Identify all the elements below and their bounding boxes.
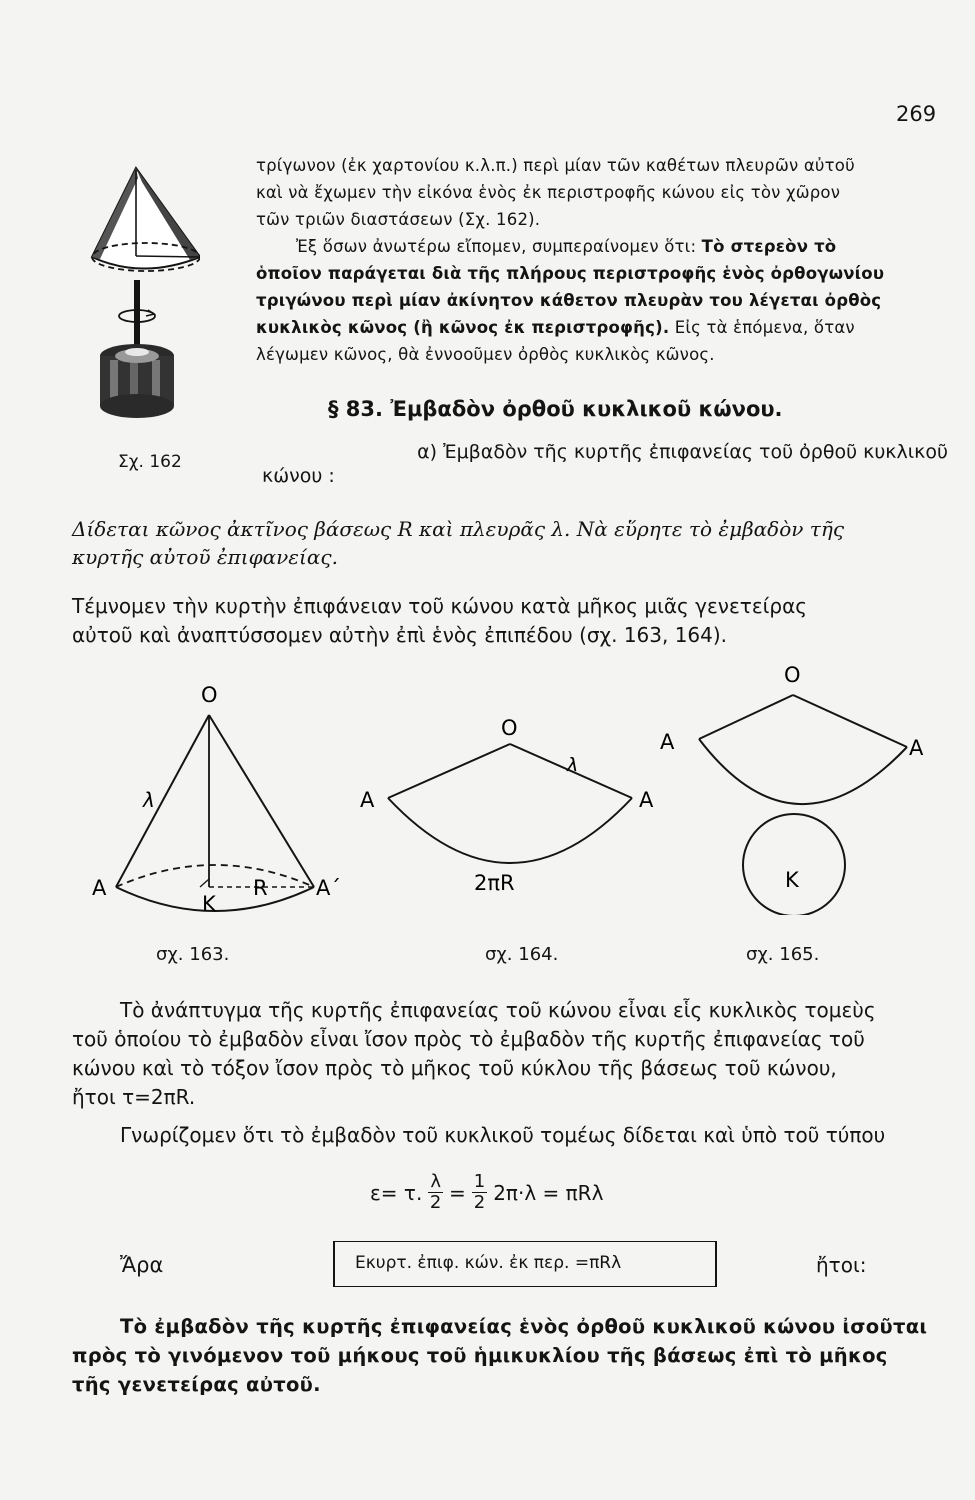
formula-lhs: ε= τ. (370, 1180, 423, 1205)
fraction-numerator: λ (430, 1171, 441, 1192)
subsection-heading-cont: κώνου : (262, 465, 335, 487)
figure-164-sector (352, 700, 672, 900)
top-line-normal: Εἰς τὰ ἑπόμενα, ὅταν (669, 318, 855, 337)
fig164-radius-label: λ (567, 754, 579, 776)
fig163-radius-label: R (253, 876, 268, 900)
paragraph-known: Γνωρίζομεν ὅτι τὸ ἐμβαδὸν τοῦ κυκλικοῦ τομέως δίδεται καὶ ὑπὸ τοῦ τύπου (120, 1123, 886, 1147)
fig164-arc-label: 2πR (474, 871, 515, 895)
fraction-denominator: 2 (473, 1192, 486, 1213)
figure-163-caption: σχ. 163. (156, 944, 230, 965)
formula-rhs: 2π·λ = πRλ (493, 1180, 604, 1205)
fig165-apex-label: O (784, 663, 801, 687)
paragraph-line: αὐτοῦ καὶ ἀναπτύσσομεν αὐτὴν ἐπὶ ἑνὸς ἐπιπέδου (σχ. 163, 164). (72, 623, 728, 647)
paragraph-cut (72, 592, 948, 650)
conclusion-line: τῆς γενετείρας αὐτοῦ. (72, 1373, 321, 1396)
formula-fraction (428, 1172, 443, 1213)
section-title: § 83. Ἐμβαδὸν ὀρθοῦ κυκλικοῦ κώνου. (328, 397, 783, 421)
fig164-left-label: A (360, 788, 375, 812)
figure-162-cone-stand (90, 160, 200, 430)
fig164-right-label: A (639, 788, 654, 812)
given-statement (72, 515, 948, 571)
paragraph-line: τοῦ ὁποίου τὸ ἐμβαδὸν εἶναι ἴσον πρὸς τὸ ἐμβαδὸν τῆς κυρτῆς ἐπιφανείας τοῦ (72, 1027, 865, 1051)
area-formula (370, 1172, 603, 1213)
top-line: λέγωμεν κῶνος, θὰ ἐννοοῦμεν ὀρθὸς κυκλικὸς κῶνος. (256, 345, 715, 364)
fig164-apex-label: O (501, 716, 518, 740)
top-line (256, 233, 946, 260)
fig165-left-label: A (660, 730, 675, 754)
paragraph-line: κώνου καὶ τὸ τόξον ἴσον πρὸς τὸ μῆκος τοῦ κύκλου τῆς βάσεως τοῦ κώνου, (72, 1056, 837, 1080)
top-line: τρίγωνον (ἐκ χαρτονίου κ.λ.π.) περὶ μίαν τῶν καθέτων πλευρῶν αὐτοῦ (256, 156, 855, 175)
top-line (256, 314, 946, 341)
top-line: καὶ νὰ ἔχωμεν τὴν εἰκόνα ἑνὸς ἐκ περιστροφῆς κώνου εἰς τὸν χῶρον (256, 183, 841, 202)
subsection-heading: α) Ἐμβαδὸν τῆς κυρτῆς ἐπιφανείας τοῦ ὀρθοῦ κυκλικοῦ (417, 441, 948, 463)
therefore-label: Ἄρα (120, 1253, 164, 1277)
conclusion-line: πρὸς τὸ γινόμενον τοῦ μήκους τοῦ ἡμικυκλίου τῆς βάσεως ἐπὶ τὸ μῆκος (72, 1344, 888, 1367)
boxed-formula: Εκυρτ. ἐπιφ. κών. ἐκ περ. =πRλ (355, 1253, 622, 1273)
page-number: 269 (896, 102, 937, 126)
figure-162-caption: Σχ. 162 (118, 452, 182, 472)
top-paragraph (256, 152, 946, 368)
fig165-center-label: K (785, 868, 799, 892)
top-line: ὁποῖον παράγεται διὰ τῆς πλήρους περιστροφῆς ἑνὸς ὀρθογωνίου (256, 264, 885, 283)
formula-equals: = (448, 1180, 466, 1205)
fraction-numerator: 1 (473, 1171, 486, 1192)
formula-fraction (472, 1172, 487, 1213)
top-line-normal: Ἐξ ὅσων ἀνωτέρω εἴπομεν, συμπεραίνομεν ὅτι: (296, 237, 702, 256)
fig163-right-label: A΄ (316, 876, 341, 900)
conclusion (72, 1312, 948, 1399)
paragraph-line: ἤτοι τ=2πR. (72, 1085, 196, 1109)
fig163-center-label: K (202, 892, 216, 916)
paragraph-line: Τὸ ἀνάπτυγμα τῆς κυρτῆς ἐπιφανείας τοῦ κώνου εἶναι εἷς κυκλικὸς τομεὺς (120, 998, 876, 1022)
top-line-bold: Τὸ στερεὸν τὸ (701, 237, 837, 256)
fig163-slant-label: λ (143, 788, 155, 812)
paragraph-development (72, 996, 948, 1112)
figure-164-caption: σχ. 164. (485, 944, 559, 965)
figure-165-development (655, 655, 945, 915)
fig163-apex-label: O (201, 683, 218, 707)
conclusion-line: Τὸ ἐμβαδὸν τῆς κυρτῆς ἐπιφανείας ἑνὸς ὀρθοῦ κυκλικοῦ κώνου ἰσοῦται (120, 1315, 928, 1338)
top-line: τριγώνου περὶ μίαν ἀκίνητον κάθετον πλευρὰν του λέγεται ὀρθὸς (256, 291, 882, 310)
paragraph-line: Τέμνομεν τὴν κυρτὴν ἐπιφάνειαν τοῦ κώνου κατὰ μῆκος μιᾶς γενετείρας (72, 594, 808, 618)
fig165-right-label: A (909, 736, 924, 760)
fraction-denominator: 2 (429, 1192, 442, 1213)
fig163-left-label: A (92, 876, 107, 900)
top-line: τῶν τριῶν διαστάσεων (Σχ. 162). (256, 210, 541, 229)
top-line-bold: κυκλικὸς κῶνος (ἢ κῶνος ἐκ περιστροφῆς). (256, 318, 670, 337)
that-is-label: ἤτοι: (816, 1253, 867, 1277)
figure-165-caption: σχ. 165. (746, 944, 820, 965)
figure-163-cone (80, 675, 360, 925)
given-line: κυρτῆς αὐτοῦ ἐπιφανείας. (72, 545, 338, 569)
given-line: Δίδεται κῶνος ἀκτῖνος βάσεως R καὶ πλευρᾶς λ. Νὰ εὕρητε τὸ ἐμβαδὸν τῆς (72, 517, 845, 541)
